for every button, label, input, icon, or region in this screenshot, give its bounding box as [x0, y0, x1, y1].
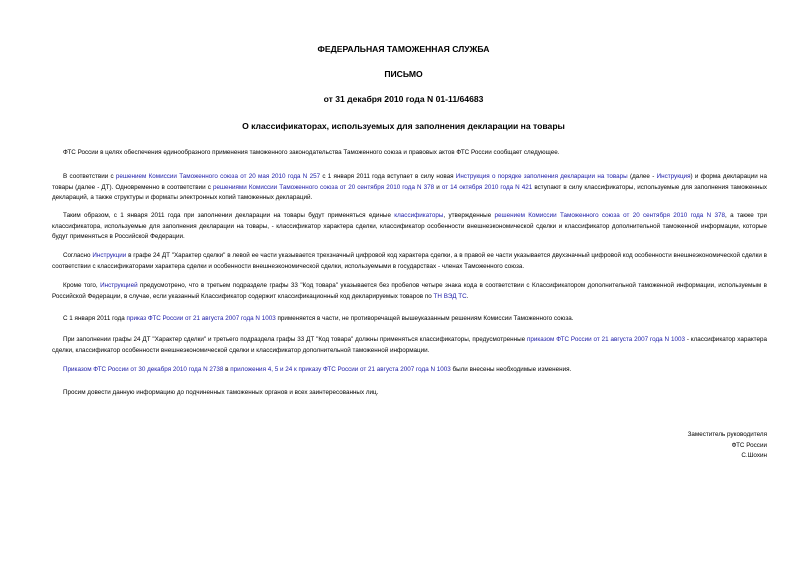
p5-text-2: предусмотрено, что в третьем подразделе графы 33 "Код товара" указывается без пробелов четыре знака кода в соответствии с Классификатором дополнительной таможенной информации, используемым в Российской Федерации, в случае, если указанный Классификатор содержит классификационный код декларируемых товаров по [52, 282, 768, 300]
signature-block [567, 430, 767, 462]
p6-text-1: С 1 января 2011 года [63, 315, 127, 322]
p5-link-instruction[interactable]: Инструкцией [100, 282, 138, 289]
agency-title: ФЕДЕРАЛЬНАЯ ТАМОЖЕННАЯ СЛУЖБА [317, 44, 490, 54]
p6-text-2: применяется в части, не противоречащей вышеуказанным решениям Комиссии Таможенного союза. [275, 315, 574, 322]
p4-link-instruction[interactable]: Инструкции [92, 252, 127, 259]
p2-text-2: с 1 января 2011 года вступает в силу новая [320, 173, 456, 180]
p3-text-2: , утвержденные [443, 212, 495, 219]
p8-link-appendices[interactable]: приложения 4, 5 и 24 к приказу ФТС России от 21 августа 2007 года N 1003 [230, 366, 451, 373]
p7-text-2: - классификатор характера сделки, классификатор особенности внешнеэкономической сделки и классификатор дополнительной таможенной информации. [52, 336, 767, 354]
p2-text-5: и [434, 183, 442, 191]
paragraph-3 [52, 211, 767, 243]
p3-link-classifiers[interactable]: классификаторы [394, 212, 444, 219]
p8-text-2: были внесены необходимые изменения. [450, 366, 572, 373]
signature-position: Заместитель руководителя [687, 431, 767, 438]
p7-text-1: При заполнении графы 24 ДТ "Характер сделки" и третьего подраздела графы 33 ДТ "Код товара" должны применяться классификаторы, предусмотренные [63, 336, 527, 343]
p6-link-order-1003[interactable]: приказ ФТС России от 21 августа 2007 года N 1003 [126, 315, 276, 322]
doc-type: ПИСЬМО [384, 69, 423, 79]
p9-text: Просим довести данную информацию до подчиненных таможенных органов и всех заинтересованных лиц. [63, 389, 379, 396]
signature-org: ФТС России [731, 441, 767, 449]
p3-text-3: , а также три классификатора, используемые для заполнения декларации на товары, - классификатор характера сделки, классификатор особенности внешнеэкономической сделки и классификатор дополнительной таможенной информации, которые будут применяться в Российской Федерации. [52, 212, 767, 241]
p5-text-1: Кроме того, [63, 282, 101, 289]
p8-link-order-2738[interactable]: Приказом ФТС России от 30 декабря 2010 года N 2738 [63, 366, 224, 373]
signature-name: С.Шохин [741, 452, 767, 460]
p2-link-decision-257[interactable]: решением Комиссии Таможенного союза от 20 мая 2010 года N 257 [115, 173, 321, 180]
paragraph-5 [52, 281, 767, 302]
p2-text-3: (далее - [627, 173, 657, 180]
p8-text-1: в [223, 366, 231, 373]
doc-subject: О классификаторах, используемых для заполнения декларации на товары [242, 121, 565, 131]
p1-text: ФТС России в целях обеспечения единообразного применения таможенного законодательства Таможенного союза и правовых актов ФТС России сообщает следующее. [63, 149, 560, 156]
p2-link-instruction[interactable]: Инструкция [656, 173, 691, 180]
paragraph-1 [52, 148, 767, 159]
p3-text-1: Таким образом, с 1 января 2011 года при заполнении декларации на товары будут применяться единые [63, 212, 395, 219]
p5-text-3: . [466, 292, 469, 300]
paragraph-9 [52, 388, 767, 399]
paragraph-7 [52, 335, 767, 356]
p5-link-tnved[interactable]: ТН ВЭД ТС [433, 292, 467, 300]
p4-text-1: Согласно [63, 252, 93, 259]
paragraph-6 [52, 314, 767, 325]
p3-link-decision-378[interactable]: решением Комиссии Таможенного союза от 20 сентября 2010 года N 378 [494, 212, 726, 219]
p2-text-4: ) и форма декларации на товары (далее - ДТ). Одновременно в соответствии с [52, 173, 767, 191]
p2-link-instruction-full[interactable]: Инструкция о порядке заполнения декларации на товары [455, 173, 628, 180]
paragraph-4 [52, 251, 767, 272]
p2-link-decision-378[interactable]: решениями Комиссии Таможенного союза от 20 сентября 2010 года N 378 [212, 183, 435, 191]
p7-link-order-1003[interactable]: приказом ФТС России от 21 августа 2007 года N 1003 [526, 336, 685, 343]
doc-date-number: от 31 декабря 2010 года N 01-11/64683 [323, 94, 484, 104]
paragraph-2 [52, 172, 767, 204]
p2-text-1: В соответствии с [63, 173, 116, 180]
p4-text-2: в графе 24 ДТ "Характер сделки" в левой ее части указывается трехзначный цифровой код характера сделки, а в правой ее части указывается двухзначный цифровой код особенности внешнеэкономической сделки в соответствии с классификаторами характера сделки и особенности внешнеэкономической сделки, используемыми в государствах - членах Таможенного союза. [52, 252, 767, 270]
p2-text-6: вступают в силу классификаторы, используемые для заполнения таможенных деклараций, а также структуры и форматы электронных копий таможенных деклараций. [52, 183, 767, 202]
p2-link-decision-421[interactable]: от 14 октября 2010 года N 421 [441, 183, 533, 191]
paragraph-8 [52, 365, 767, 376]
